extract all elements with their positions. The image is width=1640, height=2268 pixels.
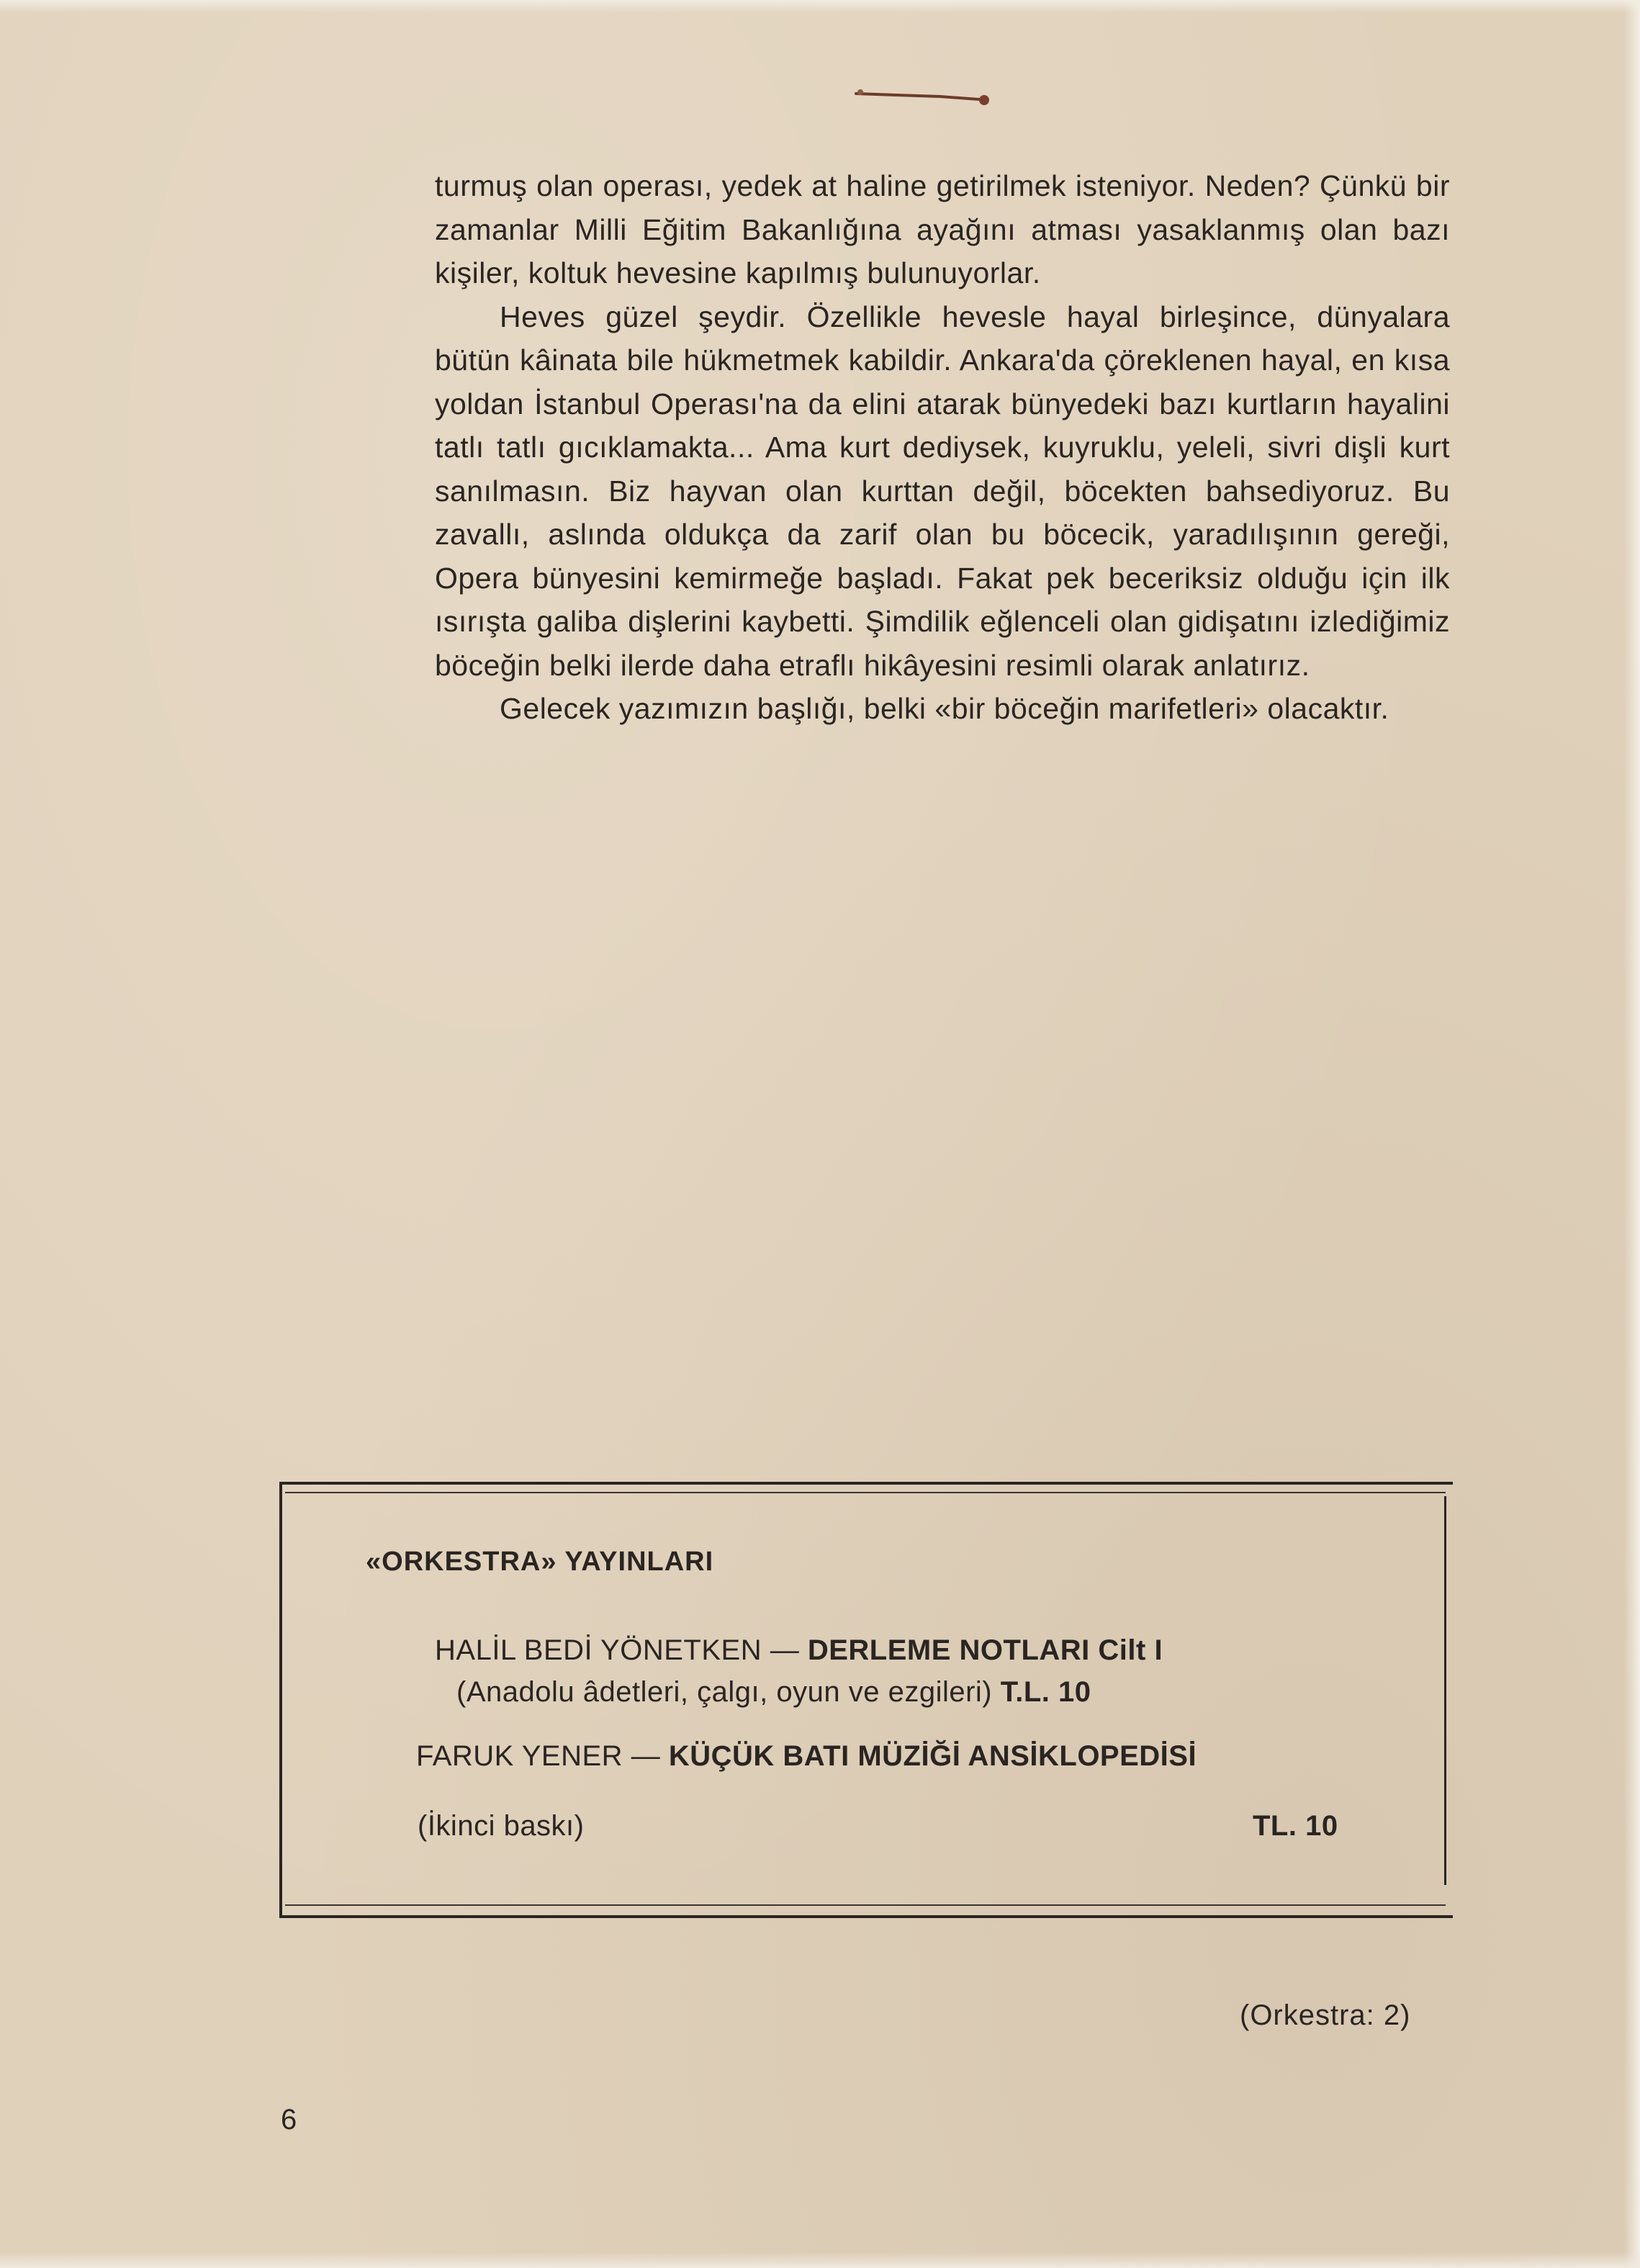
book-1-line [435, 1634, 1163, 1667]
publications-heading: «ORKESTRA» YAYINLARI [366, 1547, 714, 1577]
book-1-price: T.L. 10 [1000, 1676, 1091, 1708]
book-1-separator: — [770, 1634, 800, 1666]
page-edge-right [1624, 0, 1640, 2268]
pin-mark-icon [853, 81, 1004, 109]
book-1-subtitle: (Anadolu âdetleri, çalgı, oyun ve ezgileri) [456, 1676, 993, 1708]
article-paragraph: turmuş olan operası, yedek at haline getirilmek isteniyor. Neden? Çünkü bir zamanlar Milli Eğitim Bakanlığına ayağını atması yasaklanmış olan bazı kişiler, koltuk hevesine kapılmış bulunuyorlar. [435, 169, 1450, 289]
book-2-line [416, 1740, 1197, 1773]
book-1-title: DERLEME NOTLARI Cilt I [807, 1634, 1163, 1666]
book-1-author: HALİL BEDİ YÖNETKEN [435, 1634, 762, 1666]
advert-frame-inner-top [285, 1492, 1446, 1493]
book-2-separator: — [631, 1740, 661, 1772]
advert-frame-right [1444, 1496, 1446, 1885]
issue-reference: (Orkestra: 2) [1240, 1999, 1411, 2031]
advert-frame-inner-bottom [285, 1904, 1446, 1906]
book-2-author: FARUK YENER [416, 1740, 623, 1772]
book-2-title: KÜÇÜK BATI MÜZİĞİ ANSİKLOPEDİSİ [668, 1740, 1197, 1772]
article-paragraph: Heves güzel şeydir. Özellikle hevesle hayal birleşince, dünyalara bütün kâinata bile hükmetmek kabildir. Ankara'da çöreklenen hayal, en kısa yoldan İstanbul Operası'na da elini atarak bünyedeki bazı kurtların hayalini tatlı tatlı gıcıklamakta... Ama kurt dediysek, kuyruklu, yeleli, sivri dişli kurt sanılmasın. Biz hayvan olan kurttan değil, böcekten bahsediyoruz. Bu zavallı, aslında oldukça da zarif olan bu böcecik, yaradılışının gereği, Opera bünyesini kemirmeğe başladı. Fakat pek beceriksiz olduğu için ilk ısırışta galiba dişlerini kaybetti. Şimdilik eğlenceli olan gidişatını izlediğimiz böceğin belki ilerde daha etraflı hikâyesini resimli olarak anlatırız. [435, 300, 1450, 682]
article-body [435, 164, 1450, 731]
page-edge-top [0, 0, 1640, 13]
page-edge-bottom [0, 2252, 1640, 2268]
book-1-details [456, 1676, 1091, 1709]
book-2-price: TL. 10 [1253, 1810, 1338, 1842]
page-number: 6 [281, 2104, 297, 2136]
advert-frame-left [279, 1482, 282, 1917]
advert-frame-top [279, 1482, 1453, 1485]
article-paragraph: Gelecek yazımızın başlığı, belki «bir böceğin marifetleri» olacaktır. [500, 692, 1389, 725]
book-2-edition: (İkinci baskı) [418, 1810, 585, 1842]
advert-frame-bottom [279, 1915, 1453, 1918]
